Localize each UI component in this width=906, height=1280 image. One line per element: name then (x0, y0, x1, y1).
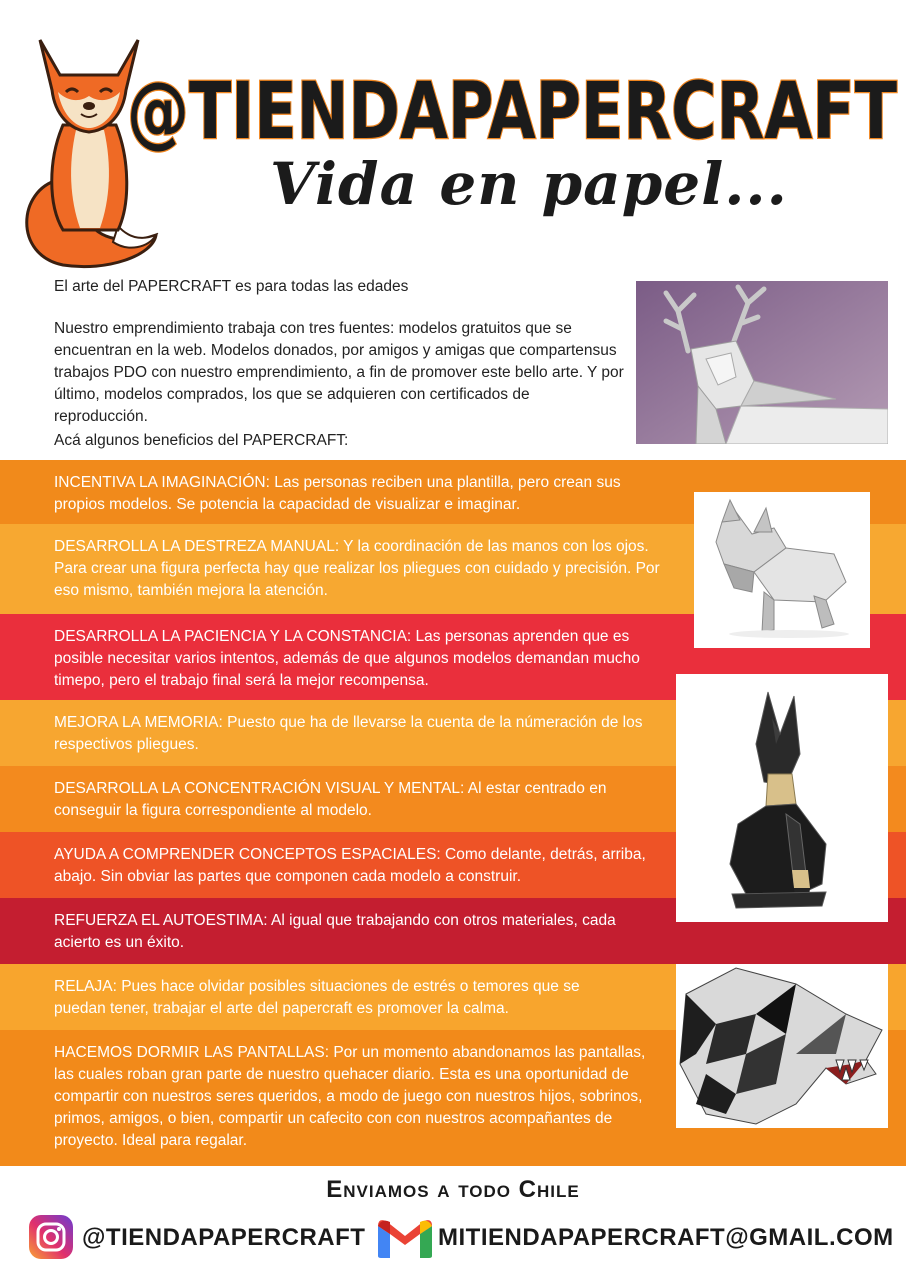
benefit-text: MEJORA LA MEMORIA: Puesto que ha de llevarse la cuenta de la númeración de los respectivos pliegues. (54, 714, 643, 753)
intro-benefits-lead: Acá algunos beneficios del PAPERCRAFT: (54, 432, 349, 449)
email-address[interactable]: MITIENDAPAPERCRAFT@GMAIL.COM (438, 1224, 894, 1251)
benefit-text: REFUERZA EL AUTOESTIMA: Al igual que trabajando con otros materiales, cada acierto es un éxito. (54, 912, 616, 951)
brand-title-text: @TIENDAPAPERCRAFT (127, 67, 897, 157)
benefit-text: AYUDA A COMPRENDER CONCEPTOS ESPACIALES: Como delante, detrás, arriba, abajo. Sin obviar las partes que componen cada modelo a construir. (54, 846, 646, 885)
shipping-note: Enviamos a todo Chile (326, 1176, 580, 1203)
papercraft-bulldog-icon (694, 492, 870, 648)
papercraft-wolf-icon (676, 964, 888, 1128)
benefit-text: RELAJA: Pues hace olvidar posibles situaciones de estrés o temores que se puedan tener, trabajar el arte del papercraft es promover la calma. (54, 978, 580, 1017)
intro-paragraph: Nuestro emprendimiento trabaja con tres fuentes: modelos gratuitos que se encuentran en la web. Modelos donados, por amigos y amigas que compartensus trabajos PDO con nuestro emprendimiento, a fin de promover este bello arte. Y por último, modelos comprados, los que se adquieren con certificados de reproducción. (54, 320, 624, 425)
brand-title (122, 50, 902, 160)
tagline: Vida en papel... (270, 150, 788, 218)
benefit-text: HACEMOS DORMIR LAS PANTALLAS: Por un momento abandonamos las pantallas, las cuales roban gran parte de nuestro quehacer diario. Esta es una oportunidad de compartir con nuestros seres queridos, a modo de juego con nuestros hijos, sobrinos, primos, amigos, o bien, compartir un cafecito con con nuestros acompañantes de proyecto. Ideal para regalar. (54, 1044, 646, 1149)
benefit-text: DESARROLLA LA CONCENTRACIÓN VISUAL Y MENTAL: Al estar centrado en conseguir la figura correspondiente al modelo. (54, 780, 607, 819)
intro-heading: El arte del PAPERCRAFT es para todas las edades (54, 278, 409, 295)
papercraft-deer-icon (636, 281, 888, 444)
benefit-text: DESARROLLA LA DESTREZA MANUAL: Y la coordinación de las manos con los ojos. Para crear una figura perfecta hay que realizar los pliegues con cuidado y precisión. Por eso mismo, también mejora la atención. (54, 538, 660, 599)
benefit-text: INCENTIVA LA IMAGINACIÓN: Las personas reciben una plantilla, pero crean sus propios modelos. Se potencia la capacidad de visualizar e imaginar. (54, 474, 621, 513)
instagram-handle[interactable]: @TIENDAPAPERCRAFT (82, 1224, 366, 1251)
papercraft-cat-icon (676, 674, 888, 922)
instagram-icon[interactable] (28, 1214, 74, 1260)
gmail-icon[interactable] (376, 1214, 434, 1260)
benefit-text: DESARROLLA LA PACIENCIA Y LA CONSTANCIA: Las personas aprenden que es posible necesitar varios intentos, además de que algunos modelos demandan mucho timepo, pero el trabajo final será la mejor recompensa. (54, 628, 640, 689)
